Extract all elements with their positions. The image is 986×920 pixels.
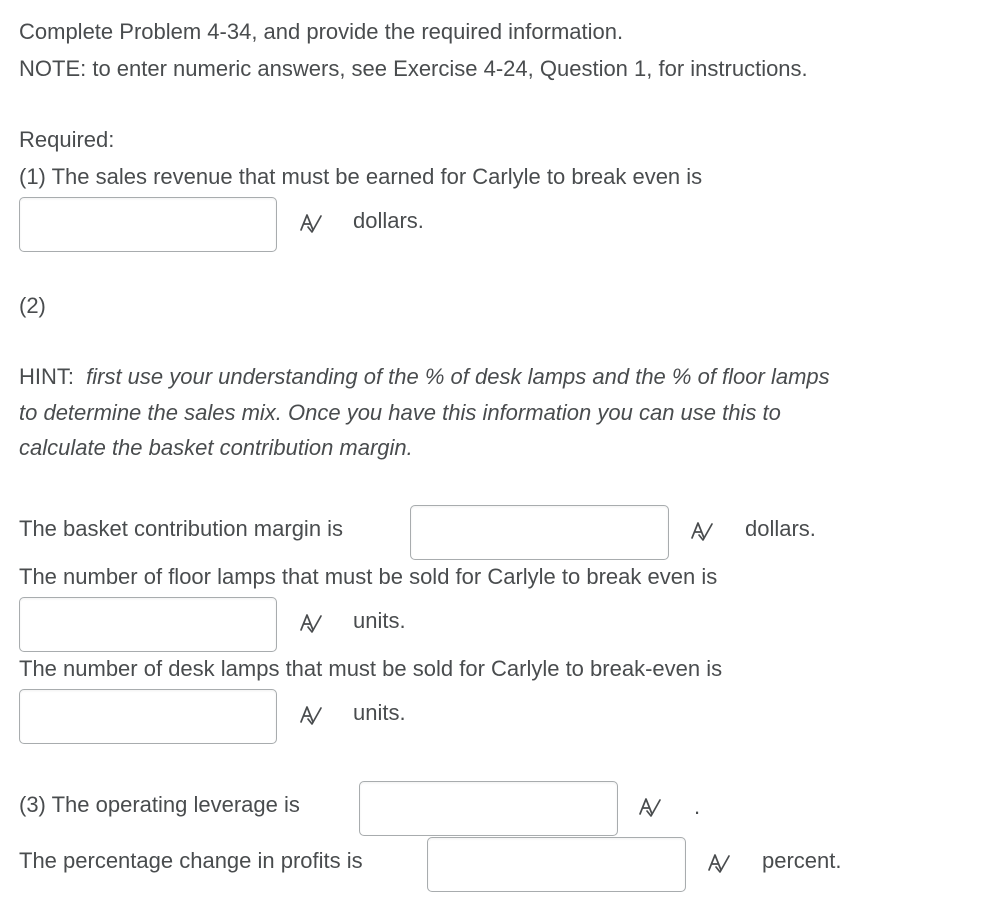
- spellcheck-icon[interactable]: [298, 610, 324, 636]
- hint-text-1: first use your understanding of the % of desk lamps and the % of floor lamps: [86, 364, 830, 389]
- q2-label: (2): [19, 293, 46, 318]
- basket-cm-input[interactable]: [410, 505, 669, 560]
- spellcheck-icon[interactable]: [298, 702, 324, 728]
- desk-lamps-unit: units.: [353, 700, 406, 725]
- hint-line-3: calculate the basket contribution margin.: [19, 435, 413, 460]
- spellcheck-icon[interactable]: [689, 518, 715, 544]
- intro-line-1: Complete Problem 4-34, and provide the required information.: [19, 19, 624, 44]
- hint-prefix: HINT:: [19, 364, 74, 389]
- floor-lamps-unit: units.: [353, 608, 406, 633]
- basket-cm-unit: dollars.: [745, 516, 816, 541]
- q1-unit: dollars.: [353, 208, 424, 233]
- floor-lamps-input[interactable]: [19, 597, 277, 652]
- floor-lamps-prompt: The number of floor lamps that must be sold for Carlyle to break even is: [19, 564, 718, 589]
- q1-prompt: (1) The sales revenue that must be earned for Carlyle to break even is: [19, 164, 703, 189]
- desk-lamps-input[interactable]: [19, 689, 277, 744]
- intro-note: NOTE: to enter numeric answers, see Exercise 4-24, Question 1, for instructions.: [19, 56, 808, 81]
- desk-lamps-prompt: The number of desk lamps that must be sold for Carlyle to break-even is: [19, 656, 723, 681]
- operating-leverage-period: .: [694, 794, 701, 819]
- operating-leverage-prompt: (3) The operating leverage is: [19, 792, 300, 817]
- spellcheck-icon[interactable]: [706, 850, 732, 876]
- profit-change-input[interactable]: [427, 837, 686, 892]
- operating-leverage-input[interactable]: [359, 781, 618, 836]
- spellcheck-icon[interactable]: [298, 210, 324, 236]
- required-heading: Required:: [19, 127, 115, 152]
- hint-line-2: to determine the sales mix. Once you have this information you can use this to: [19, 400, 781, 425]
- q1-sales-revenue-input[interactable]: [19, 197, 277, 252]
- basket-cm-prompt: The basket contribution margin is: [19, 516, 344, 541]
- profit-change-unit: percent.: [762, 848, 842, 873]
- profit-change-prompt: The percentage change in profits is: [19, 848, 363, 873]
- spellcheck-icon[interactable]: [637, 794, 663, 820]
- hint-line-1: [19, 364, 830, 390]
